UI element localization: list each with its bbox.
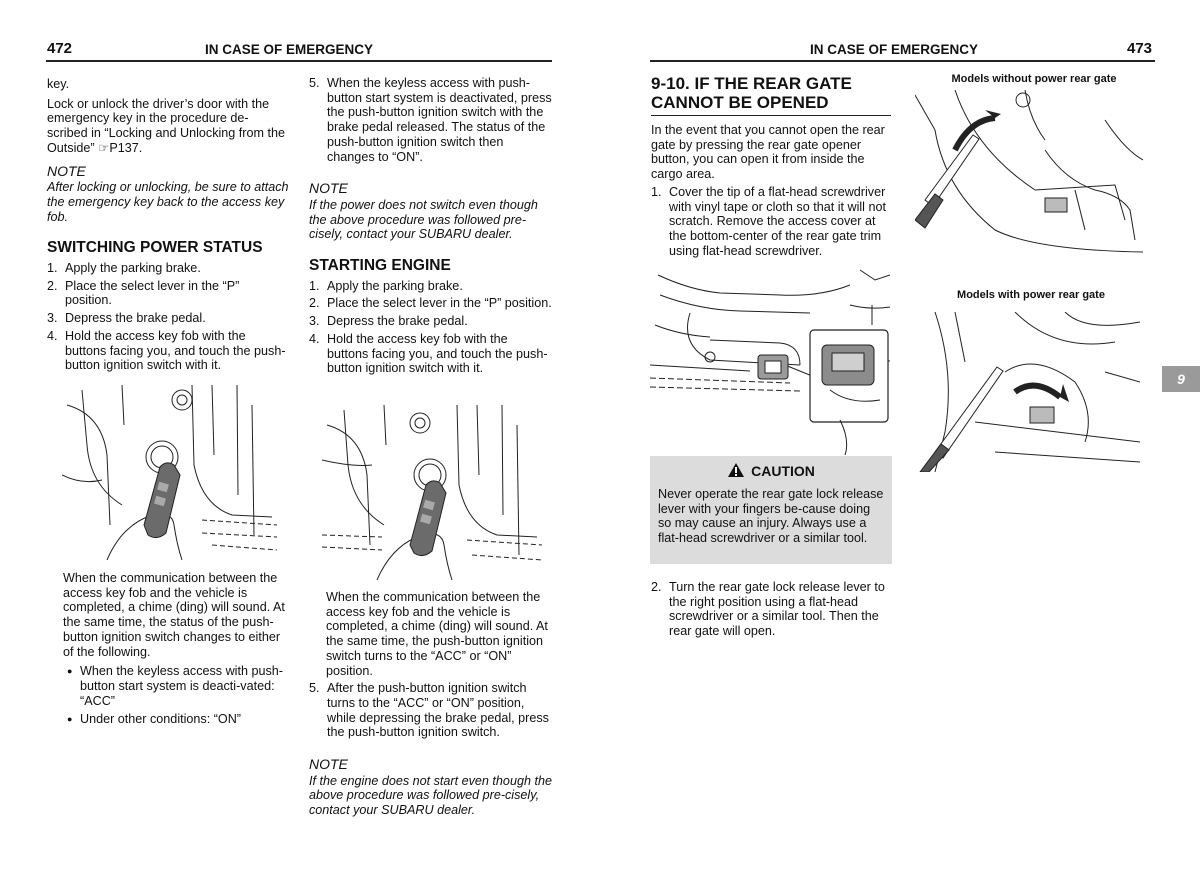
left-page-number: 472 xyxy=(47,40,73,57)
bullet-on: ● Under other conditions: “ON” xyxy=(63,712,291,727)
rear-gate-step-2-block xyxy=(651,580,893,642)
note-text-1: After locking or unlocking, be sure to attach the emergency key back to the access key fob. xyxy=(47,180,289,224)
starting-steps xyxy=(309,279,552,376)
step-5b: 5. After the push-button ignition switch turns to the “ACC” or “ON” position, while depressing the brake pedal, press the push-button ignition switch. xyxy=(309,681,549,740)
power-status-bullets xyxy=(63,664,291,727)
left-running-header: IN CASE OF EMERGENCY xyxy=(205,42,374,57)
switching-step-2: 2. Place the select lever in the “P” position. xyxy=(47,278,240,308)
rear-gate-intro: In the event that you cannot open the rear gate by pressing the rear gate opener button, you can open it from inside the cargo area. xyxy=(651,123,885,182)
note-text-3: If the engine does not start even though the above procedure was followed pre-cisely, contact your SUBARU dealer. xyxy=(309,773,552,818)
continued-text: key. xyxy=(47,77,70,91)
chapter-tab[interactable]: 9 xyxy=(1162,366,1200,392)
step-5-deactivated xyxy=(309,76,552,164)
bullet-acc: ● When the keyless access with push-button start system is deacti-vated: “ACC” xyxy=(63,664,291,708)
note-heading-2: NOTE xyxy=(309,180,348,197)
switching-step-3: 3. Depress the brake pedal. xyxy=(47,311,206,326)
section-title-underline xyxy=(651,115,891,116)
chime-paragraph-2: When the communication between the access key fob and the vehicle is completed, a chime (ding) will sound. At the same time, the push-button ignition switch turns to the “ACC” or “ON” position. xyxy=(326,590,548,678)
fig-caption-power-gate: Models with power rear gate xyxy=(957,289,1105,301)
left-col1 xyxy=(47,77,289,376)
note-text-2: If the power does not switch even though the above procedure was followed pre-cisely, contact your SUBARU dealer. xyxy=(309,197,538,242)
ignition-switch-figure-1 xyxy=(62,385,277,560)
right-header-rule xyxy=(650,60,1155,62)
lever-figure-power-gate xyxy=(915,312,1140,472)
note-heading-1: NOTE xyxy=(47,162,86,179)
caution-heading: CAUTION xyxy=(751,463,815,479)
lever-figure-no-power-gate xyxy=(915,90,1143,255)
starting-step-2: 2. Place the select lever in the “P” position. xyxy=(309,296,552,311)
step-5-start xyxy=(309,681,552,740)
warning-triangle-icon xyxy=(727,462,745,478)
chime-paragraph-1: When the communication between the access key fob and the vehicle is completed, a chime (ding) will sound. At the same time, the status of the push-button ignition switch changes to either of the following. xyxy=(63,571,285,659)
right-page-number: 473 xyxy=(1127,40,1153,57)
rear-gate-step-2: 2. Turn the rear gate lock release lever to the right position using a flat-head screwdriver or a similar tool. Then the rear gate will open. xyxy=(651,580,885,639)
caution-text: Never operate the rear gate lock release lever with your fingers be-cause doing so may cause an injury. Always use a flat-head screwdriver or a similar tool. xyxy=(658,487,884,546)
caution-box xyxy=(650,456,892,564)
rear-gate-step-1-list xyxy=(651,185,893,259)
left-header-rule xyxy=(46,60,552,62)
left-col2-bottom xyxy=(309,590,552,818)
starting-step-1: 1. Apply the parking brake. xyxy=(309,278,463,293)
starting-step-3: 3. Depress the brake pedal. xyxy=(309,314,468,329)
ignition-switch-figure-2 xyxy=(322,405,542,580)
note-heading-3: NOTE xyxy=(309,756,348,773)
caution-header xyxy=(650,456,892,479)
section-title-rear-gate-2: CANNOT BE OPENED xyxy=(651,93,829,112)
rear-gate-step-1: 1. Cover the tip of a flat-head screwdriver with vinyl tape or cloth so that it will not scratch. Remove the access cover at the bottom-center of the rear gate trim using flat-head screwdriver. xyxy=(651,184,886,258)
step-5: 5. When the keyless access with push-button start system is deactivated, press the push-button ignition switch with the brake pedal released. The status of the push-button ignition switch then changes to “ON”. xyxy=(309,76,552,164)
access-cover-figure xyxy=(650,265,893,455)
switching-steps xyxy=(47,261,289,373)
left-col1-bottom xyxy=(63,571,291,731)
rear-gate-step-2-list xyxy=(651,580,893,639)
fig-caption-no-power-gate: Models without power rear gate xyxy=(951,73,1117,85)
rear-gate-text xyxy=(651,123,893,258)
section-title-starting: STARTING ENGINE xyxy=(309,257,451,275)
section-title-rear-gate-1: 9-10. IF THE REAR GATE xyxy=(651,74,852,93)
starting-step-4: 4. Hold the access key fob with the buttons facing you, and touch the push-button ignition switch with it. xyxy=(309,331,548,376)
switching-step-4: 4. Hold the access key fob with the buttons facing you, and touch the push-button ignition switch with it. xyxy=(47,328,286,373)
lock-unlock-paragraph: Lock or unlock the driver’s door with the emergency key in the procedure de-scribed in “Locking and Unlocking from the Outside” ☞P137. xyxy=(47,96,286,155)
section-title-switching: SWITCHING POWER STATUS xyxy=(47,239,263,257)
right-running-header: IN CASE OF EMERGENCY xyxy=(810,42,979,57)
left-col2 xyxy=(309,76,552,379)
switching-step-1: 1. Apply the parking brake. xyxy=(47,261,201,276)
right-col1-top xyxy=(651,74,893,261)
